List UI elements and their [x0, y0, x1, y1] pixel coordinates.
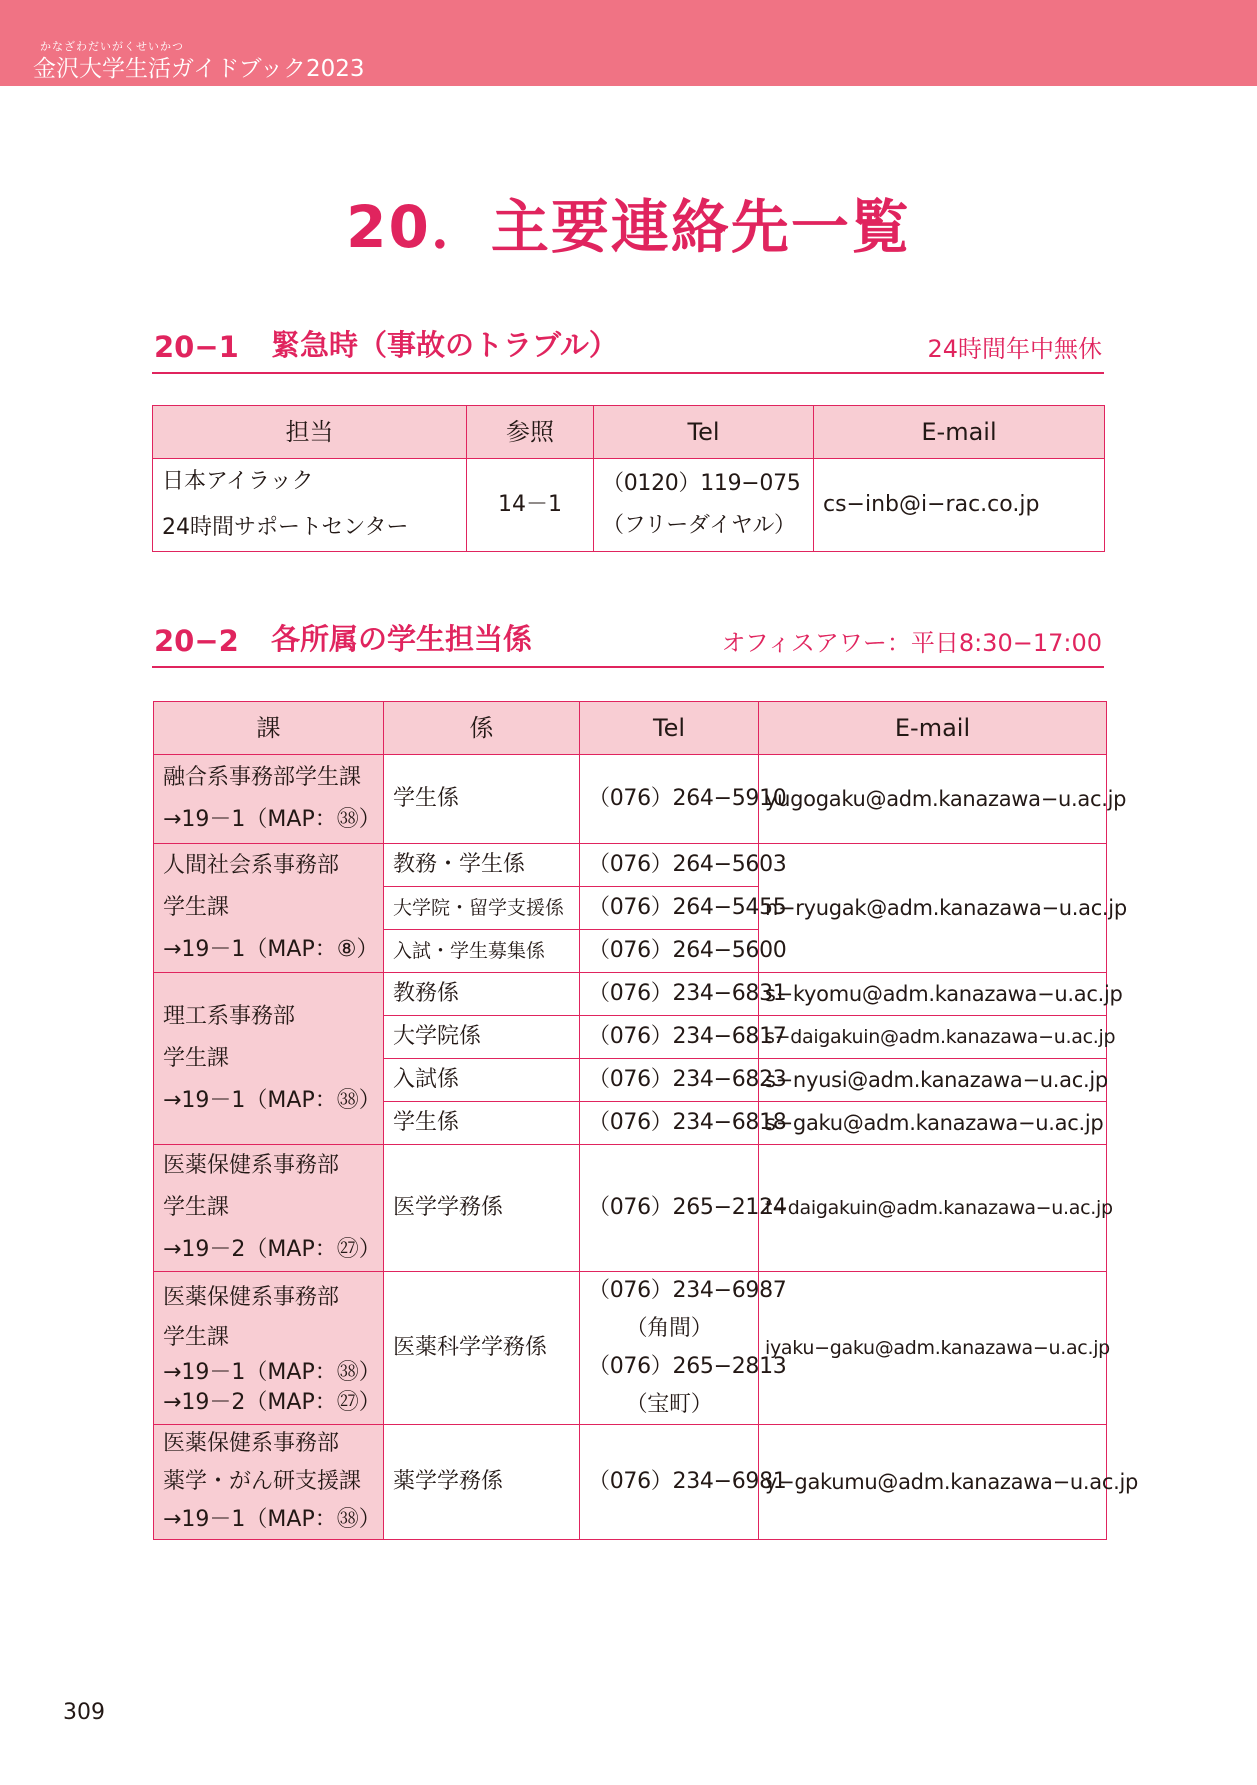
header-title: 金沢大学生活ガイドブック2023	[33, 56, 365, 82]
table-row	[154, 755, 1107, 844]
tel-cell	[594, 459, 814, 552]
column-header: 担当	[153, 406, 467, 459]
department-line: 医薬保健系事務部	[163, 1285, 340, 1310]
tel-cell: （076）265−2124	[580, 1145, 759, 1272]
department-line: →19－2（MAP：㉗）	[163, 1390, 381, 1415]
kakari-cell: 学生係	[384, 755, 580, 844]
column-header: 課	[154, 702, 384, 755]
email-cell: s−nyusi@adm.kanazawa−u.ac.jp	[759, 1059, 1107, 1102]
email-cell: iyaku−gaku@adm.kanazawa−u.ac.jp	[759, 1272, 1107, 1425]
department-line: →19－1（MAP：㊳）	[163, 807, 381, 832]
section2-note: オフィスアワー：平日8:30−17:00	[721, 629, 1102, 657]
table-row	[154, 1425, 1107, 1540]
tel-location: （角間）	[625, 1316, 713, 1341]
page-title: 20．主要連絡先一覧	[346, 193, 911, 261]
department-cell	[154, 1145, 384, 1272]
email-cell: t−daigakuin@adm.kanazawa−u.ac.jp	[759, 1145, 1107, 1272]
student-office-table	[153, 701, 1139, 1540]
table-row	[154, 844, 1107, 887]
department-line: 学生課	[163, 1045, 230, 1071]
kakari-cell: 入試係	[384, 1059, 580, 1102]
tel-cell: （076）264−5910	[580, 755, 759, 844]
tel-note: （フリーダイヤル）	[602, 513, 796, 538]
tel-cell: （076）234−6981	[580, 1425, 759, 1540]
tel-number: （076）265−2813	[588, 1354, 787, 1379]
column-header: 参照	[467, 406, 594, 459]
tel-cell: （076）264−5603	[580, 844, 759, 887]
section2-title: 各所属の学生担当係	[271, 622, 533, 656]
tel-cell: （076）234−6831	[580, 973, 759, 1016]
kakari-cell: 学生係	[384, 1102, 580, 1145]
table-row	[153, 459, 1105, 552]
department-line: 薬学・がん研支援課	[163, 1469, 362, 1494]
email-cell: yugogaku@adm.kanazawa−u.ac.jp	[759, 755, 1107, 844]
tel-cell: （076）264−5600	[580, 930, 759, 973]
kakari-cell: 教務係	[384, 973, 580, 1016]
kakari-cell: 教務・学生係	[384, 844, 580, 887]
department-line: →19－1（MAP：⑧）	[163, 937, 379, 962]
department-cell	[154, 973, 384, 1145]
department-line: 医薬保健系事務部	[163, 1153, 340, 1178]
contact-name-line: 日本アイラック	[162, 469, 314, 494]
email-cell: cs−inb@i−rac.co.jp	[814, 459, 1105, 552]
tel-number: （076）234−6987	[588, 1278, 787, 1303]
department-cell	[154, 1272, 384, 1425]
header-ruby: かなざわだいがくせいかつ	[40, 40, 184, 53]
column-header: Tel	[594, 406, 814, 459]
column-header: Tel	[580, 702, 759, 755]
reference-cell: 14－1	[467, 459, 594, 552]
contact-name-cell	[153, 459, 467, 552]
department-cell	[154, 844, 384, 973]
tel-cell	[580, 1272, 787, 1425]
department-line: →19－1（MAP：㊳）	[163, 1507, 381, 1532]
contact-name-line: 24時間サポートセンター	[162, 515, 409, 540]
department-line: →19－1（MAP：㊳）	[163, 1360, 381, 1385]
department-line: 学生課	[163, 895, 230, 920]
kakari-cell: 薬学学務係	[384, 1425, 580, 1540]
email-cell: s−gaku@adm.kanazawa−u.ac.jp	[759, 1102, 1107, 1145]
column-header: E-mail	[814, 406, 1105, 459]
department-line: 学生課	[163, 1195, 230, 1220]
section2-number: 20−2	[154, 624, 239, 658]
kakari-cell: 医学学務係	[384, 1145, 580, 1272]
kakari-cell: 大学院係	[384, 1016, 580, 1059]
tel-cell: （076）234−6823	[580, 1059, 759, 1102]
department-cell	[154, 1425, 384, 1540]
tel-location: （宝町）	[625, 1392, 713, 1417]
emergency-table	[152, 405, 1105, 552]
department-line: 理工系事務部	[163, 1003, 296, 1029]
section1-number: 20−1	[154, 330, 239, 364]
department-line: 融合系事務部学生課	[163, 765, 362, 790]
header-banner	[0, 0, 1257, 86]
email-cell: s−kyomu@adm.kanazawa−u.ac.jp	[759, 973, 1107, 1016]
table-header-row	[154, 702, 1107, 755]
department-cell	[154, 755, 384, 844]
department-line: →19－1（MAP：㊳）	[163, 1087, 381, 1113]
tel-cell: （076）264−5455	[580, 887, 759, 930]
table-header-row	[153, 406, 1105, 459]
department-line: 医薬保健系事務部	[163, 1431, 340, 1456]
kakari-cell: 入試・学生募集係	[384, 930, 580, 973]
table-row	[154, 973, 1107, 1016]
kakari-cell: 医薬科学学務係	[384, 1272, 580, 1425]
kakari-cell: 大学院・留学支援係	[384, 887, 580, 930]
table-row	[154, 1145, 1107, 1272]
section1-note: 24時間年中無休	[927, 335, 1102, 363]
column-header: E-mail	[759, 702, 1107, 755]
department-line: 学生課	[163, 1325, 230, 1350]
email-cell: y−gakumu@adm.kanazawa−u.ac.jp	[759, 1425, 1107, 1540]
section1-title: 緊急時（事故のトラブル）	[271, 328, 618, 362]
section2-heading	[152, 624, 1104, 668]
email-cell: s−daigakuin@adm.kanazawa−u.ac.jp	[759, 1016, 1107, 1059]
department-line: 人間社会系事務部	[163, 853, 340, 878]
table-row	[154, 1272, 1107, 1425]
email-cell: n−ryugak@adm.kanazawa−u.ac.jp	[759, 844, 1107, 973]
tel-cell: （076）234−6817	[580, 1016, 759, 1059]
page-number: 309	[63, 1700, 105, 1725]
department-line: →19－2（MAP：㉗）	[163, 1237, 381, 1262]
column-header: 係	[384, 702, 580, 755]
tel-number: （0120）119−075	[602, 471, 801, 496]
section1-heading	[152, 330, 1104, 374]
tel-cell: （076）234−6818	[580, 1102, 759, 1145]
